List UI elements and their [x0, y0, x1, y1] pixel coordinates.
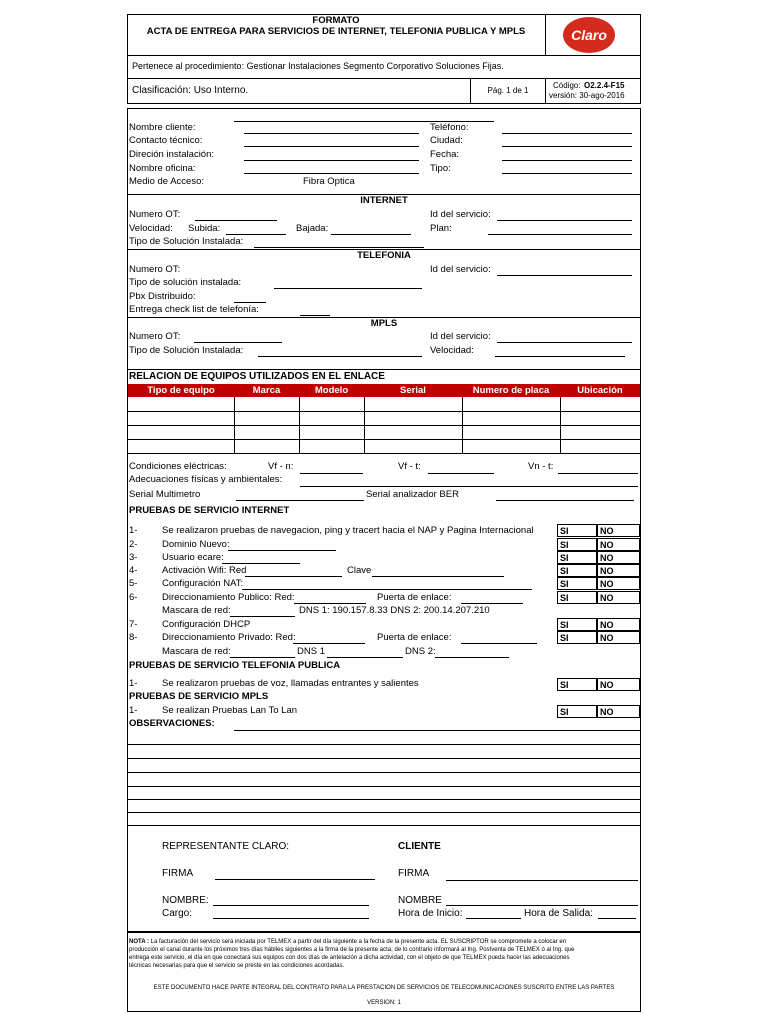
pi-field-8-dns2[interactable] [435, 657, 509, 658]
code-value: O2.2.4-F15 [584, 81, 625, 90]
field-telefono[interactable] [502, 133, 632, 134]
firma-cli-field[interactable] [446, 880, 638, 881]
nombre-cli-label: NOMBRE [398, 895, 442, 906]
field-subida[interactable] [226, 234, 286, 235]
field-checklist[interactable] [300, 315, 330, 316]
field-tipo[interactable] [502, 173, 632, 174]
nota-text-1: La facturación del servicio será iniciada por TELMEX a partir del día siguiente a la fecha de la presente acta. EL SUSCRIPTOR se compromete a colocar en [150, 939, 567, 945]
hora-inicio-label: Hora de Inicio: [398, 908, 463, 919]
si-checkbox-4[interactable]: SI [557, 564, 597, 577]
si-checkbox-2[interactable]: SI [557, 538, 597, 551]
header-divider-v3 [545, 78, 546, 104]
field-bajada[interactable] [331, 234, 411, 235]
equipos-grid[interactable] [128, 397, 640, 453]
pi-label-6c: Mascara de red: [162, 605, 231, 616]
field-internet-ot[interactable] [195, 220, 277, 221]
nota-line-2: producción el canal durante los próximos tres días hábiles siguientes a la firma de la presente acta; de lo contrario informará al Ing. Postventa de TELMEX ó al Ing. que [129, 947, 575, 953]
pi-field-2[interactable] [228, 550, 336, 551]
pi-field-8-mascara[interactable] [230, 657, 295, 658]
pruebas-internet-title: PRUEBAS DE SERVICIO INTERNET [129, 505, 290, 516]
label-velocidad: Velocidad: [129, 223, 173, 234]
grid-col-line [560, 397, 561, 453]
label-adecuaciones: Adecuaciones físicas y ambientales: [129, 474, 283, 485]
col-ubicacion: Ubicación [560, 384, 640, 397]
field-tel-tipo[interactable] [274, 288, 422, 289]
value-medio-acceso: Fibra Optica [303, 176, 355, 187]
pi-num-3: 3- [129, 552, 138, 563]
label-medio-acceso: Medio de Acceso: [129, 176, 204, 187]
nota-line-3: entrega este servicio, el día en que conectará sus equipos con dos días de antelación a dicha actividad, con el objeto de que TELMEX pueda hacer las adecuaciones [129, 955, 570, 961]
label-tel-id: Id del servicio: [430, 264, 491, 275]
grid-row-line [128, 411, 640, 412]
pi-label-8d: DNS 1 [297, 646, 325, 657]
col-marca: Marca [234, 384, 299, 397]
no-checkbox-2[interactable]: NO [597, 538, 640, 551]
col-serial: Serial [364, 384, 462, 397]
label-internet-ot: Numero OT: [129, 209, 181, 220]
pi-label-2: Dominio Nuevo: [162, 539, 230, 550]
pruebas-telefonia-title: PRUEBAS DE SERVICIO TELEFONIA PUBLICA [129, 660, 341, 671]
field-mpls-velocidad[interactable] [495, 356, 625, 357]
label-internet-id: Id del servicio: [430, 209, 491, 220]
col-modelo: Modelo [299, 384, 364, 397]
observaciones-label: OBSERVACIONES: [129, 718, 215, 729]
field-adecuaciones[interactable] [300, 486, 638, 487]
label-vf-t: Vf - t: [398, 461, 421, 472]
col-tipo-equipo: Tipo de equipo [128, 384, 234, 397]
label-vf-n: Vf - n: [268, 461, 294, 472]
pi-num-2: 2- [129, 539, 138, 550]
no-checkbox-1[interactable]: NO [597, 524, 640, 537]
pi-label-6: Direccionamiento Publico: Red: [162, 592, 295, 603]
nombre-rep-field[interactable] [213, 905, 369, 906]
no-checkbox-mpls[interactable]: NO [597, 705, 640, 718]
pi-field-8-puerta[interactable] [461, 643, 537, 644]
field-nombre-cliente[interactable] [244, 133, 419, 134]
label-telefono: Teléfono: [430, 122, 469, 133]
header-divider-h1 [127, 55, 641, 56]
section-internet-title: INTERNET [360, 195, 408, 206]
pi-label-8e: DNS 2: [405, 646, 436, 657]
grid-col-line [462, 397, 463, 453]
label-tipo: Tipo: [430, 163, 451, 174]
field-mpls-id[interactable] [497, 342, 632, 343]
no-checkbox-7[interactable]: NO [597, 618, 640, 631]
formato-label: FORMATO [312, 15, 360, 26]
label-nombre-cliente: Nombre cliente: [129, 122, 196, 133]
label-fecha: Fecha: [430, 149, 460, 160]
hora-inicio-field[interactable] [466, 918, 521, 919]
pi-label-8: Direccionamiento Privado: Red: [162, 632, 296, 643]
pt-num-1: 1- [129, 678, 138, 689]
no-checkbox-8[interactable]: NO [597, 631, 640, 644]
observaciones-line-5[interactable] [128, 786, 640, 787]
si-checkbox-tel[interactable]: SI [557, 678, 597, 691]
pm-num-1: 1- [129, 705, 138, 716]
observaciones-line-7[interactable] [128, 812, 640, 813]
col-numero-placa: Numero de placa [462, 384, 560, 397]
label-internet-tipo: Tipo de Solución Instalada: [129, 236, 244, 247]
grid-row-line [128, 425, 640, 426]
pi-num-8: 8- [129, 632, 138, 643]
label-subida: Subida: [188, 223, 221, 234]
field-tel-id[interactable] [497, 275, 632, 276]
field-serial-ber[interactable] [496, 500, 634, 501]
classification-text: Clasificación: Uso Interno. [132, 85, 249, 96]
field-contacto[interactable] [244, 146, 419, 147]
pi-field-5[interactable] [242, 589, 532, 590]
nota-label: NOTA : [129, 939, 149, 945]
observaciones-line-2[interactable] [128, 744, 640, 745]
field-plan[interactable] [488, 234, 632, 235]
label-plan: Plan: [430, 223, 452, 234]
label-mpls-velocidad: Velocidad: [430, 345, 474, 356]
hora-salida-label: Hora de Salida: [524, 908, 593, 919]
equipos-title: RELACION DE EQUIPOS UTILIZADOS EN EL ENLACE [129, 371, 385, 382]
field-internet-tipo[interactable] [254, 247, 424, 248]
pi-field-4-clave[interactable] [372, 576, 504, 577]
pi-label-3: Usuario ecare: [162, 552, 224, 563]
pi-field-6-puerta[interactable] [461, 603, 523, 604]
no-checkbox-3[interactable]: NO [597, 551, 640, 564]
label-tel-tipo: Tipo de solución instalada: [129, 277, 242, 288]
field-vn-t[interactable] [558, 473, 638, 474]
si-checkbox-3[interactable]: SI [557, 551, 597, 564]
label-condiciones: Condiciones eléctricas: [129, 461, 227, 472]
label-checklist: Entrega check list de telefonía: [129, 304, 259, 315]
si-checkbox-7[interactable]: SI [557, 618, 597, 631]
observaciones-line-1[interactable] [234, 730, 640, 731]
version-text: versión: 30-ago-2016 [549, 91, 625, 100]
section-telefonia-title: TELEFONIA [357, 250, 411, 261]
label-serial-ber: Serial analizador BER [366, 489, 459, 500]
nota-line-1 [129, 939, 566, 947]
label-tel-ot: Numero OT: [129, 264, 181, 275]
si-checkbox-8[interactable]: SI [557, 631, 597, 644]
field-oficina[interactable] [244, 173, 419, 174]
pi-num-5: 5- [129, 578, 138, 589]
grid-row-line [128, 453, 640, 454]
field-internet-id[interactable] [497, 220, 632, 221]
observaciones-line-3[interactable] [128, 758, 640, 759]
si-checkbox-1[interactable]: SI [557, 524, 597, 537]
pi-label-8b: Puerta de enlace: [377, 632, 452, 643]
grid-col-line [234, 397, 235, 453]
firma-rep-label: FIRMA [162, 868, 194, 879]
pi-field-6-mascara[interactable] [230, 616, 295, 617]
document-title: ACTA DE ENTREGA PARA SERVICIOS DE INTERNET, TELEFONIA PUBLICA Y MPLS [146, 26, 526, 37]
claro-logo-text: Claro [571, 27, 607, 43]
field-serial-multimetro[interactable] [236, 500, 364, 501]
pm-label-1: Se realizan Pruebas Lan To Lan [162, 705, 298, 716]
label-oficina: Nombre oficina: [129, 163, 196, 174]
si-checkbox-6[interactable]: SI [557, 591, 597, 604]
label-direccion: Direción instalación: [129, 149, 215, 160]
no-checkbox-4[interactable]: NO [597, 564, 640, 577]
pi-label-8c: Mascara de red: [162, 646, 231, 657]
grid-col-line [364, 397, 365, 453]
cargo-label: Cargo: [162, 908, 193, 919]
no-checkbox-5[interactable]: NO [597, 577, 640, 590]
pi-label-1: Se realizaron pruebas de navegacion, ping y tracert hacia el NAP y Pagina Internacional [162, 525, 534, 536]
pi-label-6b: Puerta de enlace: [377, 592, 452, 603]
observaciones-line-4[interactable] [128, 772, 640, 773]
field-vf-n[interactable] [300, 473, 363, 474]
field-ciudad[interactable] [502, 146, 632, 147]
cliente-label: CLIENTE [398, 841, 441, 852]
version-footer: VERSION: 1 [367, 1000, 401, 1006]
nota-line-4: técnicas necesarias para que el servicio se preste en las condiciones acordadas. [129, 963, 345, 969]
label-mpls-ot: Numero OT: [129, 331, 181, 342]
nombre-cli-field[interactable] [446, 905, 638, 906]
label-mpls-tipo: Tipo de Solución Instalada: [129, 345, 244, 356]
divider-equipos [127, 369, 641, 370]
pi-num-4: 4- [129, 565, 138, 576]
legal-text: ESTE DOCUMENTO HACE PARTE INTEGRAL DEL CONTRATO PARA LA PRESTACION DE SERVICIOS DE TELECOMUNICACIONES SUSCRITO ENTRE LAS PARTES [153, 985, 615, 991]
pi-num-1: 1- [129, 525, 138, 536]
label-ciudad: Ciudad: [430, 135, 463, 146]
grid-row-line [128, 439, 640, 440]
pi-label-5: Configuración NAT: [162, 578, 244, 589]
section-mpls-title: MPLS [370, 318, 398, 329]
firma-cli-label: FIRMA [398, 868, 430, 879]
hora-salida-field[interactable] [598, 918, 636, 919]
header-divider-v [545, 14, 546, 55]
field-mpls-tipo[interactable] [258, 356, 422, 357]
pi-field-6-red[interactable] [294, 603, 366, 604]
si-checkbox-mpls[interactable]: SI [557, 705, 597, 718]
pi-label-4b: Clave [347, 565, 372, 576]
pi-field-8-dns1[interactable] [327, 657, 403, 658]
no-checkbox-6[interactable]: NO [597, 591, 640, 604]
pi-field-3[interactable] [222, 563, 300, 564]
field-mpls-ot[interactable] [194, 342, 282, 343]
pi-label-7: Configuración DHCP [162, 619, 251, 630]
page-number: Pág. 1 de 1 [487, 86, 529, 95]
label-contacto: Contacto técnico: [129, 135, 203, 146]
si-checkbox-5[interactable]: SI [557, 577, 597, 590]
label-mpls-id: Id del servicio: [430, 331, 491, 342]
code-label: Código: [553, 81, 581, 90]
nombre-rep-label: NOMBRE: [162, 895, 209, 906]
pi-field-8-red[interactable] [293, 643, 365, 644]
grid-col-line [299, 397, 300, 453]
pt-label-1: Se realizaron pruebas de voz, llamadas entrantes y salientes [162, 678, 419, 689]
pi-label-4: Activación Wifi: Red [162, 565, 247, 576]
procedure-text: Pertenece al procedimiento: Gestionar Instalaciones Segmento Corporativo Soluciones Fijas. [132, 61, 504, 71]
header-divider-h2 [127, 78, 641, 79]
observaciones-line-6[interactable] [128, 799, 640, 800]
pruebas-mpls-title: PRUEBAS DE SERVICIO MPLS [129, 691, 269, 702]
pi-num-7: 7- [129, 619, 138, 630]
field-pbx[interactable] [234, 302, 266, 303]
pi-field-4-red[interactable] [245, 576, 342, 577]
label-vn-t: Vn - t: [528, 461, 554, 472]
label-serial-multimetro: Serial Multimetro [129, 489, 201, 500]
field-direccion[interactable] [244, 160, 419, 161]
rep-claro-label: REPRESENTANTE CLARO: [162, 841, 290, 852]
label-bajada: Bajada: [296, 223, 329, 234]
claro-logo [563, 17, 615, 53]
firma-rep-field[interactable] [215, 879, 375, 880]
field-vf-t[interactable] [428, 473, 494, 474]
cargo-field[interactable] [213, 918, 369, 919]
no-checkbox-tel[interactable]: NO [597, 678, 640, 691]
field-fecha[interactable] [502, 160, 632, 161]
pi-num-6: 6- [129, 592, 138, 603]
label-pbx: Pbx Distribuido: [129, 291, 196, 302]
pi-label-6d: DNS 1: 190.157.8.33 DNS 2: 200.14.207.210 [299, 605, 490, 616]
